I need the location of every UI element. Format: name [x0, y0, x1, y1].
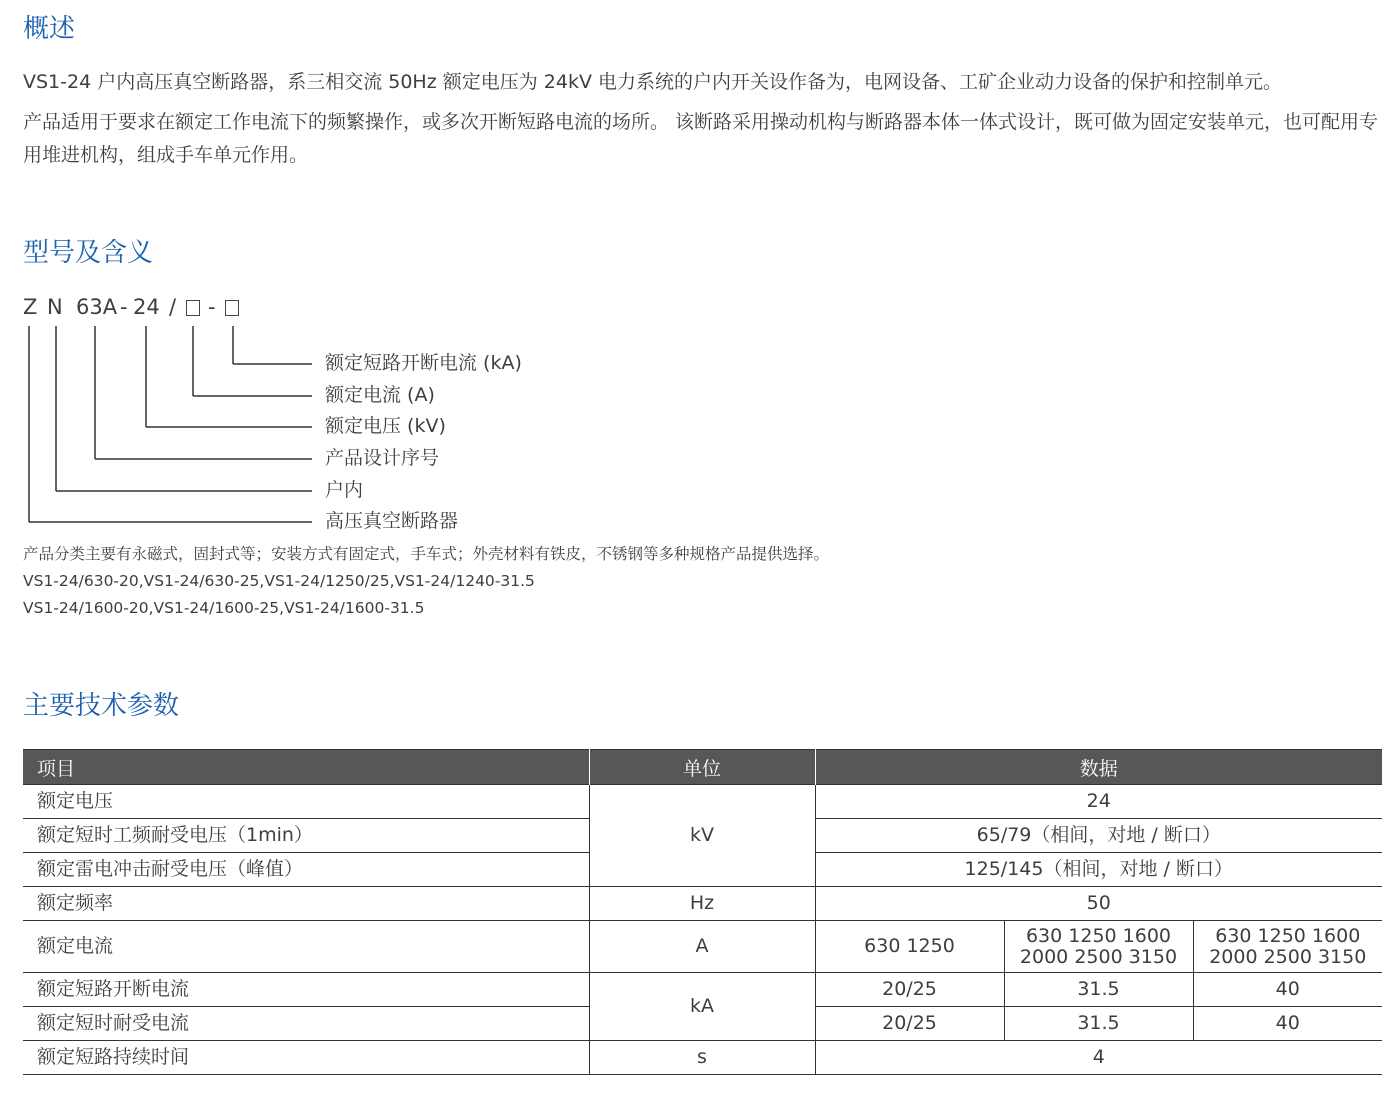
legend-indoor: 户内: [325, 479, 364, 501]
overview-paragraph-1: VS1-24 户内高压真空断路器，系三相交流 50Hz 额定电压为 24kV 电力系统的户内开关设作备为，电网设备、工矿企业动力设备的保护和控制单元。: [23, 71, 1282, 93]
table-row: [23, 1041, 1382, 1075]
table-header-row: [23, 750, 1382, 785]
cell-value-current-3: [1193, 921, 1382, 973]
cell-item-current: 额定电流: [23, 921, 589, 973]
overview-paragraph-2: 产品适用于要求在额定工作电流下的频繁操作，或多次开断短路电流的场所。 该断路采用操动机构与断路器本体一体式设计，既可做为固定安装单元，也可配用专用堆进机构，组成手车单元作用。: [23, 111, 1379, 166]
overview-title: 概述: [23, 14, 76, 44]
cell-unit-kv: kV: [589, 785, 815, 887]
cell-item-lightning: 额定雷电冲击耐受电压（峰值）: [23, 853, 589, 887]
specs-table: [23, 749, 1382, 1075]
model-bracket-diagram: [0, 0, 600, 540]
cell-item-duration: 额定短路持续时间: [23, 1041, 589, 1075]
cell-value-current-2: [1004, 921, 1193, 973]
code-voltage: 24: [133, 295, 160, 319]
code-dash-2: -: [208, 295, 216, 319]
model-note-list-1: VS1-24/630-20,VS1-24/630-25,VS1-24/1250/25,VS1-24/1240-31.5: [23, 572, 535, 590]
cell-item-withstand: 额定短时耐受电流: [23, 1007, 589, 1041]
table-row: [23, 921, 1382, 973]
cell-value-frequency: 50: [815, 887, 1382, 921]
code-slash: /: [169, 295, 177, 319]
header-unit: 单位: [589, 750, 815, 785]
cell-value-duration: 4: [815, 1041, 1382, 1075]
specs-title: 主要技术参数: [23, 691, 180, 721]
legend-breaking-current: 额定短路开断电流 (kA): [325, 352, 522, 374]
code-letter-z: Z: [23, 295, 38, 319]
legend-rated-current: 额定电流 (A): [325, 384, 435, 406]
cell-unit-a: A: [589, 921, 815, 973]
legend-hv-vacuum-breaker: 高压真空断路器: [325, 510, 459, 532]
cell-value-rated-voltage: 24: [815, 785, 1382, 819]
cell-value-current-2-line-2: 2000 2500 3150: [1019, 945, 1178, 968]
cell-unit-hz: Hz: [589, 887, 815, 921]
legend-design-serial: 产品设计序号: [325, 447, 440, 469]
cell-value-current-3-line-1: 630 1250 1600: [1215, 924, 1361, 947]
cell-value-current-2-line-1: 630 1250 1600: [1025, 924, 1172, 947]
table-row: [23, 973, 1382, 1007]
cell-value-current-3-line-2: 2000 2500 3150: [1209, 945, 1367, 968]
cell-value-breaking-3: 40: [1193, 973, 1382, 1007]
cell-value-breaking-2: 31.5: [1004, 973, 1193, 1007]
model-title: 型号及含义: [23, 238, 154, 268]
cell-value-withstand-1: 20/25: [815, 1007, 1004, 1041]
cell-value-breaking-1: 20/25: [815, 973, 1004, 1007]
cell-value-withstand-3: 40: [1193, 1007, 1382, 1041]
cell-value-current-1: 630 1250: [815, 921, 1004, 973]
cell-item-breaking: 额定短路开断电流: [23, 973, 589, 1007]
model-note-categories: 产品分类主要有永磁式，固封式等；安装方式有固定式，手车式；外壳材料有铁皮，不锈钢等多种规格产品提供选择。: [23, 545, 830, 563]
cell-value-power-freq: 65/79（相间，对地 / 断口）: [815, 819, 1382, 853]
cell-value-withstand-2: 31.5: [1004, 1007, 1193, 1041]
code-dash-1: -: [120, 295, 128, 319]
cell-value-lightning: 125/145（相间，对地 / 断口）: [815, 853, 1382, 887]
cell-item-frequency: 额定频率: [23, 887, 589, 921]
cell-item-power-freq: 额定短时工频耐受电压（1min）: [23, 819, 589, 853]
legend-rated-voltage: 额定电压 (kV): [325, 415, 446, 437]
cell-unit-s: s: [589, 1041, 815, 1075]
header-item: 项目: [23, 750, 589, 785]
table-row: [23, 785, 1382, 819]
code-series: 63A: [76, 295, 118, 319]
cell-unit-ka: kA: [589, 973, 815, 1041]
code-letter-n: N: [47, 295, 63, 319]
cell-item-rated-voltage: 额定电压: [23, 785, 589, 819]
header-data: 数据: [815, 750, 1382, 785]
model-note-list-2: VS1-24/1600-20,VS1-24/1600-25,VS1-24/1600-31.5: [23, 599, 425, 617]
table-row: [23, 887, 1382, 921]
